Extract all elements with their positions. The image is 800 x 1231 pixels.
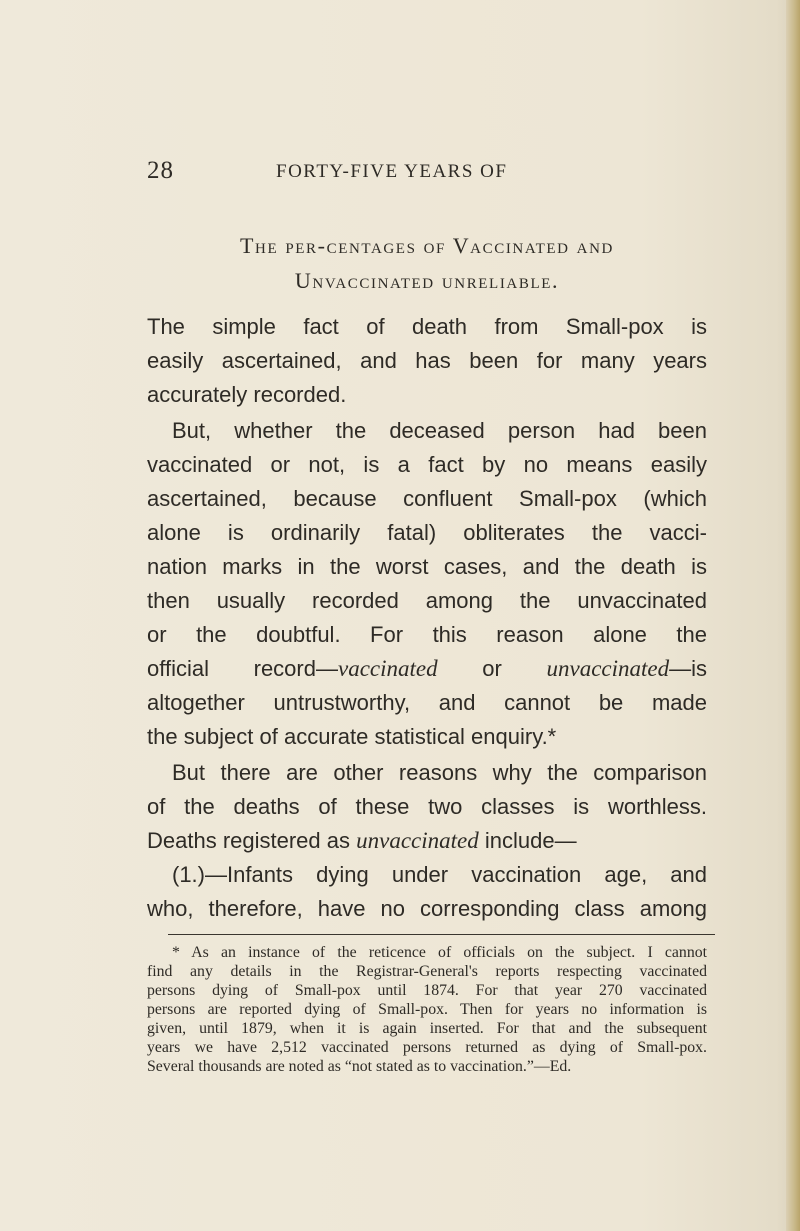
text-line: (1.)—Infants dying under vaccination age, and [172,862,707,887]
text-line: But there are other reasons why the comparison [172,760,707,785]
footnote-rule [168,934,715,935]
text-run: include— [478,828,577,853]
text-line: who, therefore, have no corresponding class among [147,896,707,921]
footnote-line: persons dying of Small-pox until 1874. For that year 270 vaccinated [147,982,707,999]
text-line: But, whether the deceased person had been [172,418,707,443]
text-line: vaccinated or not, is a fact by no means easily [147,452,707,477]
footnote-line: * As an instance of the reticence of officials on the subject. I cannot [172,944,707,961]
text-line: easily ascertained, and has been for many years [147,348,707,373]
text-line: nation marks in the worst cases, and the death is [147,554,707,579]
footnote-line: Several thousands are noted as “not stated as to vaccination.”—Ed. [147,1058,572,1075]
text-run: official record— [147,656,338,681]
text-line: then usually recorded among the unvaccinated [147,588,707,613]
text-line: altogether untrustworthy, and cannot be made [147,690,707,715]
running-title: FORTY-FIVE YEARS OF [276,161,508,182]
italic-term: vaccinated [337,656,438,681]
italic-term: unvaccinated [546,656,670,681]
footnote-line: persons are reported dying of Small-pox. Then for years no information is [147,1001,707,1018]
text-line [147,824,707,858]
text-line [147,652,707,686]
page-number: 28 [147,157,174,184]
footnote-line: given, until 1879, when it is again inserted. For that and the subsequent [147,1020,707,1037]
section-heading-line-1: The per-centages of Vaccinated and [240,233,614,258]
running-head [147,157,707,187]
section-heading-line-2: Unvaccinated unreliable. [294,268,560,293]
text-line: accurately recorded. [147,382,347,407]
footnote-line: years we have 2,512 vaccinated persons returned as dying of Small-pox. [147,1039,707,1056]
text-line: alone is ordinarily fatal) obliterates the vacci- [147,520,707,545]
italic-term: unvaccinated [356,828,479,853]
text-line: the subject of accurate statistical enquiry.* [147,724,557,749]
text-line: ascertained, because confluent Small-pox (which [147,486,707,511]
text-line: or the doubtful. For this reason alone the [147,622,707,647]
text-run: —is [669,656,707,681]
text-line: of the deaths of these two classes is worthless. [147,794,707,819]
page-edge [786,0,800,1231]
text-run: or [437,656,547,681]
text-line: The simple fact of death from Small-pox is [147,314,707,339]
text-run: Deaths registered as [147,828,357,853]
footnote-line: find any details in the Registrar-General's reports respecting vaccinated [147,963,707,980]
